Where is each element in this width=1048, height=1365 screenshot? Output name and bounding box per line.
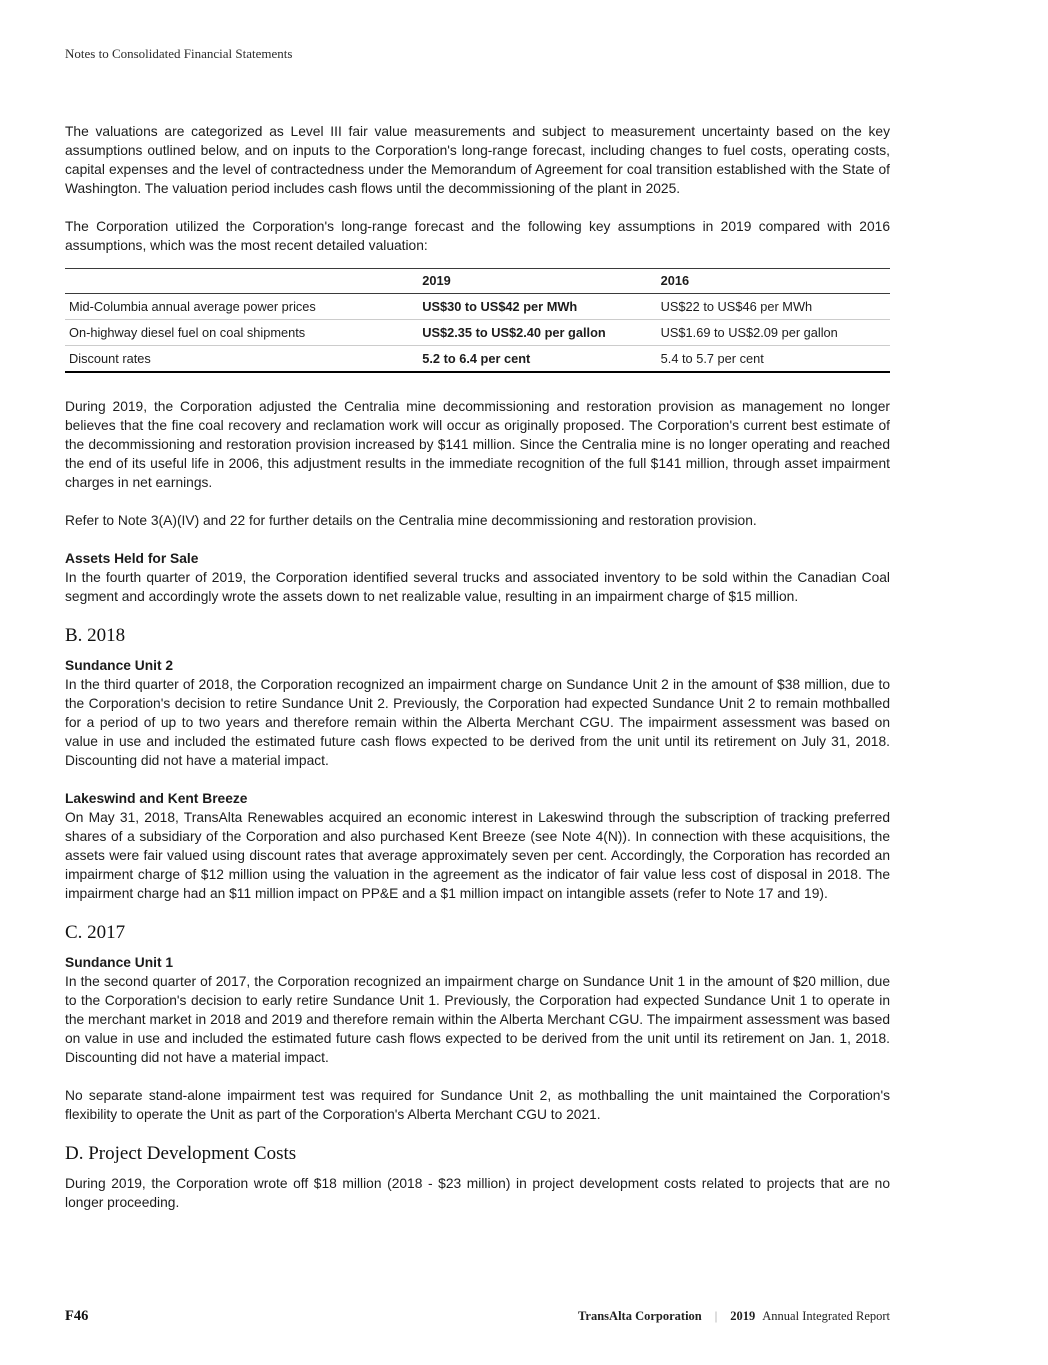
footer-report-name: Annual Integrated Report <box>762 1309 890 1323</box>
lakeswind-kent-breeze-body: On May 31, 2018, TransAlta Renewables acquired an economic interest in Lakeswind through the subscription of tracking preferred shares of a subsidiary of the Corporation and also purchased Kent Breeze (see Note 4(N)). In connection with these acquisitions, the assets were fair valued using discount rates that average approximately seven per cent. Accordingly, the Corporation has recorded an impairment charge of $12 million using the valuation in the agreement as the indicator of fair value less cost of disposal in 2018. The impairment charge had an $11 million impact on PP&E and a $1 million impact on intangible assets (refer to Note 17 and 19). <box>65 810 890 901</box>
value-2019: US$30 to US$42 per MWh <box>422 294 660 320</box>
intro-paragraph-1: The valuations are categorized as Level III fair value measurements and subject to measurement uncertainty based on the key assumptions outlined below, and on inputs to the Corporation's long-range forecast, including changes to fuel costs, operating costs, capital expenses and the level of contractedness under the Memorandum of Agreement for coal transition established with the State of Washington. The valuation period includes cash flows until the decommissioning of the plant in 2025. <box>65 124 890 196</box>
note-reference-paragraph: Refer to Note 3(A)(IV) and 22 for further details on the Centralia mine decommissioning and restoration provision. <box>65 513 757 528</box>
assets-held-for-sale-body: In the fourth quarter of 2019, the Corporation identified several trucks and associated inventory to be sold within the Canadian Coal segment and accordingly wrote the assets down to net realizable value, resulting in an impairment charge of $15 million. <box>65 570 890 604</box>
row-label: On-highway diesel fuel on coal shipments <box>65 320 422 346</box>
value-2016: US$1.69 to US$2.09 per gallon <box>661 320 890 346</box>
value-2019: US$2.35 to US$2.40 per gallon <box>422 320 660 346</box>
footer-right <box>578 1309 890 1324</box>
section-b-heading: B. 2018 <box>65 625 126 646</box>
doc-header: Notes to Consolidated Financial Statements <box>65 46 293 61</box>
sundance-unit-2-heading: Sundance Unit 2 <box>65 658 174 673</box>
table-row <box>65 294 890 320</box>
sundance-unit-1-body: In the second quarter of 2017, the Corporation recognized an impairment charge on Sundance Unit 1 in the amount of $20 million, due to the Corporation's decision to early retire Sundance Unit 1. Previously, the Corporation had expected Sundance Unit 1 to operate in the merchant market in 2018 and 2019 and therefore remain within the Alberta Merchant CGU. The impairment assessment was based on value in use and included the estimated future cash flows expected to be derived from the unit until its retirement on Jan. 1, 2018. Discounting did not have a material impact. <box>65 974 890 1065</box>
sundance-unit-1-heading: Sundance Unit 1 <box>65 955 174 970</box>
section-d-heading: D. Project Development Costs <box>65 1143 297 1164</box>
value-2019: 5.2 to 6.4 per cent <box>422 346 660 373</box>
table-row <box>65 320 890 346</box>
table-header-row <box>65 269 890 294</box>
row-label: Discount rates <box>65 346 422 373</box>
table-col-header-blank <box>65 269 422 294</box>
section-d-body: During 2019, the Corporation wrote off $18 million (2018 - $23 million) in project development costs related to projects that are no longer proceeding. <box>65 1176 890 1210</box>
intro-paragraph-2: The Corporation utilized the Corporation's long-range forecast and the following key assumptions in 2019 compared with 2016 assumptions, which was the most recent detailed valuation: <box>65 219 890 253</box>
assets-held-for-sale-heading: Assets Held for Sale <box>65 551 199 566</box>
table-col-header-2016: 2016 <box>661 269 890 294</box>
value-2016: US$22 to US$46 per MWh <box>661 294 890 320</box>
assumptions-table <box>65 268 890 373</box>
footer-company: TransAlta Corporation <box>578 1309 702 1323</box>
table-col-header-2019: 2019 <box>422 269 660 294</box>
lakeswind-kent-breeze-heading: Lakeswind and Kent Breeze <box>65 791 248 806</box>
sundance-unit-2-standalone-paragraph: No separate stand-alone impairment test was required for Sundance Unit 2, as mothballing the unit maintained the Corporation's flexibility to operate the Unit as part of the Corporation's Alberta Merchant CGU to 2021. <box>65 1088 890 1122</box>
table-row <box>65 346 890 373</box>
section-c-heading: C. 2017 <box>65 922 126 943</box>
page-number: F46 <box>65 1308 89 1324</box>
centralia-paragraph: During 2019, the Corporation adjusted the Centralia mine decommissioning and restoration provision as management no longer believes that the fine coal recovery and reclamation work will occur as originally proposed. The Corporation's current best estimate of the decommissioning and restoration provision increased by $141 million. Since the Centralia mine is no longer operating and reached the end of its useful life in 2006, this adjustment results in the immediate recognition of the full $141 million, through asset impairment charges in net earnings. <box>65 399 890 490</box>
row-label: Mid-Columbia annual average power prices <box>65 294 422 320</box>
footer-separator: | <box>714 1309 718 1323</box>
value-2016: 5.4 to 5.7 per cent <box>661 346 890 373</box>
page-footer <box>65 1308 890 1325</box>
footer-year: 2019 <box>730 1309 756 1323</box>
sundance-unit-2-body: In the third quarter of 2018, the Corporation recognized an impairment charge on Sundance Unit 2 in the amount of $38 million, due to the Corporation's decision to retire Sundance Unit 2. Previously, the Corporation had expected Sundance Unit 2 to remain mothballed for a period of up to two years and therefore remain within the Alberta Merchant CGU. The impairment assessment was based on value in use and included the estimated future cash flows expected to be derived from the unit until its retirement on July 31, 2018. Discounting did not have a material impact. <box>65 677 890 768</box>
